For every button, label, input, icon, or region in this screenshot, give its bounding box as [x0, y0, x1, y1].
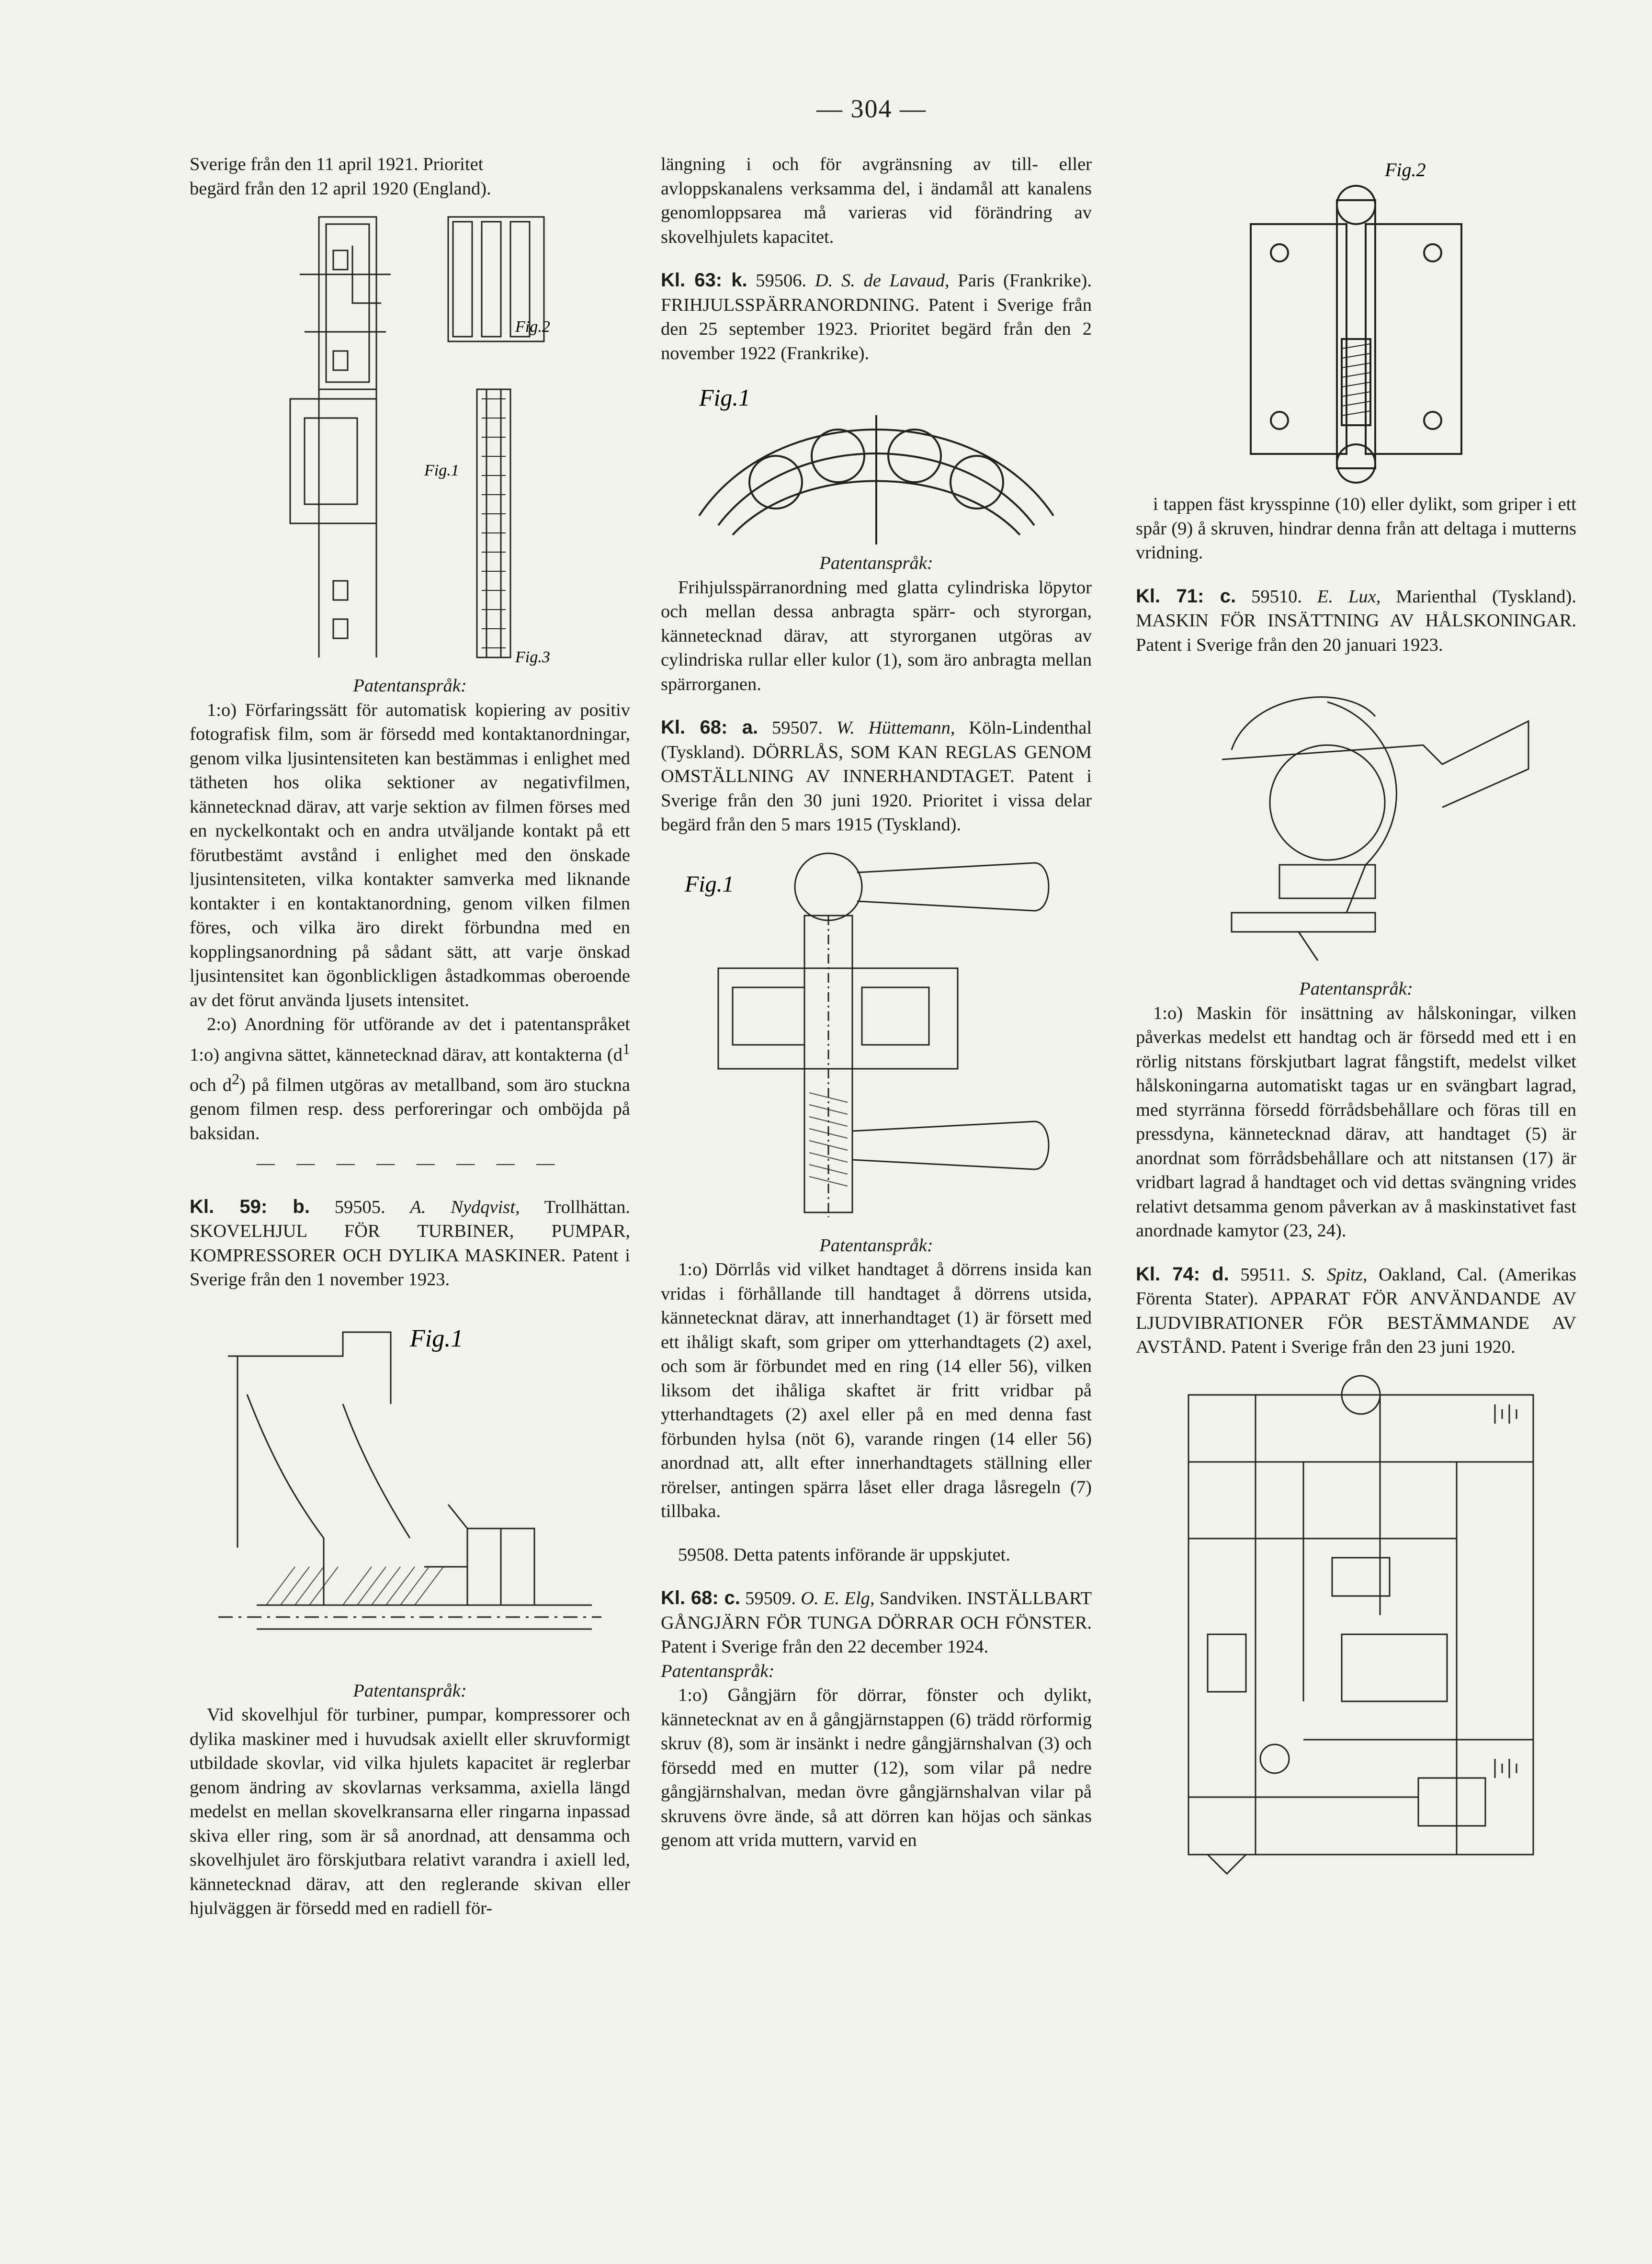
patent-number: 59506. [747, 271, 815, 291]
fig-label: Fig.3 [515, 648, 550, 666]
patent-number: 59510. [1236, 586, 1317, 607]
figure-turbine-wheel [190, 1299, 630, 1672]
claims-heading: Patentanspråk: [353, 1680, 467, 1701]
film-contacts-drawing [242, 207, 577, 667]
figure-hinge [1136, 152, 1576, 487]
fig-label: Fig.1 [699, 384, 750, 411]
inventor-name: W. Hüttemann, [836, 718, 955, 738]
fig-label: Fig.1 [410, 1324, 464, 1352]
patent-details: Köln-Lindenthal (Tyskland). DÖRRLÅS, SOM KAN REGLAS GENOM OMSTÄLLNING AV INNERHANDTAGET. Patent i Sverige från den 30 juni 1920. Prioritet i vissa delar begärd från den 5 mars 1915 (Tyskland). [661, 718, 1092, 835]
patent-entry-59508: 59508. Detta patents införande är uppskjutet. [678, 1544, 1010, 1565]
intro-line: Sverige från den 11 april 1921. Prioritet [190, 154, 484, 174]
claim-text: längning i och för avgränsning av till- eller avloppskanalens verksamma del, i ändamål att kanalens genomloppsarea må varieras vid förändring av skovelhjulets kapacitet. [661, 154, 1092, 247]
claims-heading: Patentanspråk: [819, 1235, 933, 1256]
claim-text: 1:o) Gångjärn för dörrar, fönster och dylikt, kännetecknat av en å gångjärnstappen (6) trädd rörformig skruv (8), som är insänkt i nedre gångjärnshalvan (3) och försedd med en mutter (12), som vilar på nedre gångjärnshalvan, medan övre gångjärnshalvan vilar på skruvens övre ände, så att dörren kan höjas och sänkas genom att vrida muttern, varvid en [661, 1685, 1092, 1850]
figure-circuit-diagram [1136, 1366, 1576, 1893]
patent-number: 59505. [309, 1197, 410, 1217]
patent-class: Kl. 74: d. [1136, 1263, 1229, 1285]
intro-line: begärd från den 12 april 1920 (England). [190, 178, 491, 199]
patent-entry-59506 [661, 268, 1092, 365]
page-number: — 304 — [816, 94, 927, 123]
freewheel-drawing [680, 372, 1073, 544]
claims-heading: Patentanspråk: [819, 553, 933, 573]
separator: — — — — — — — — [256, 1153, 564, 1174]
claim-text: 1:o) Förfaringssätt för automatisk kopiering av positiv fotografisk film, som är försedd med kontaktanordningar, genom vilka ljusintensiteten kan bestämmas i enlighet med tätheten hos olika sektioner av negativfilmen, kännetecknad därav, att varje sektion av filmen förses med en nyckelkontakt och en andra utväljande kontakt på ett förutbestämt avstånd i enlighet med den önskade ljusintensiteten, vilka kontakter samverka med liknande kontakter i en kontaktanordning, genom vilken filmen föres, och vilka äro direkt förbundna med en kopplingsanordning på sådant sätt, att varje önskad ljusintensitet kan ögonblickligen åstadkommas oberoende av det förut använda ljusets intensitet. [190, 700, 630, 1010]
inventor-name: E. Lux, [1317, 586, 1381, 607]
patent-class: Kl. 59: b. [190, 1196, 310, 1217]
patent-details: Marienthal (Tyskland). MASKIN FÖR INSÄTTNING AV HÅLSKONINGAR. Patent i Sverige från den 20 januari 1923. [1136, 586, 1576, 655]
claim-text-part: 2:o) Anordning för utförande av det i patentanspråket 1:o) angivna sättet, kännetecknad därav, att kontakterna (d [190, 1014, 630, 1065]
column-right [1136, 152, 1576, 1898]
figure-freewheel [661, 372, 1092, 544]
patent-entry-59507 [661, 715, 1092, 837]
circuit-diagram-drawing [1160, 1366, 1552, 1893]
hinge-drawing [1203, 152, 1509, 487]
claims-heading: Patentanspråk: [1299, 979, 1413, 999]
claims-heading: Patentanspråk: [661, 1661, 775, 1681]
inventor-name: S. Spitz, [1301, 1264, 1368, 1285]
claim-text: 1:o) Maskin för insättning av hålskoningar, vilken påverkas medelst ett handtag och är försedd med ett i en rörlig nitstans förskjutbart lagrat fångstift, medelst vilket hålskoningarna automatiskt tagas ur en svängbart lagrad, med styrränna försedd förrådsbehållare och föras till en pressdyna, kännetecknad därav, att handtaget (5) är anordnat som förrådsbehållare och att nitstansen (17) är vridbart lagrad å handtaget och vid dettas svängning vrides relativt detsamma genom påverkan av å maskinstativet fast anordnade kamytor (23, 24). [1136, 1003, 1576, 1241]
door-lock-drawing [670, 844, 1082, 1227]
superscript: 1 [622, 1040, 630, 1057]
turbine-wheel-drawing [199, 1299, 621, 1672]
superscript: 2 [231, 1070, 240, 1087]
claim-text [190, 1012, 630, 1145]
fig-label: Fig.2 [1385, 159, 1426, 181]
claim-text-part: och d [190, 1075, 232, 1095]
inventor-name: O. E. Elg, [801, 1588, 875, 1608]
figure-eyelet-machine [1136, 664, 1576, 970]
claim-text: Frihjulsspärranordning med glatta cylindriska löpytor och mellan dessa anbragta spärr- och styrorgan, kännetecknad därav, att styrorganen utgöras av cylindriska rullar eller kulor (1), som äro anbragta mellan spärrorganen. [661, 577, 1092, 694]
patent-number: 59509. [740, 1588, 801, 1608]
column-left [190, 152, 630, 1921]
fig-label: Fig.1 [685, 871, 734, 897]
patent-entry-59505 [190, 1195, 630, 1292]
claim-text: 1:o) Dörrlås vid vilket handtaget å dörrens insida kan vridas i förhållande till handtaget å dörrens utsida, kännetecknat därav, att innerhandtaget (1) är försett med ett ihåligt skaft, som griper om ytterhandtagets (2) axel, och som är förbundet med en ring (14 eller 56), vilken liksom det ihåliga skaftet är fritt vridbar på ytterhandtagets (2) axel eller på en med denna fast förbunden hylsa (nöt 6), varande ringen (14 eller 56) anordnad att, allt efter innerhandtagets ställning eller rörelser, antingen spärra låset eller draga låsregeln (7) tillbaka. [661, 1259, 1092, 1521]
inventor-name: D. S. de Lavaud, [815, 271, 950, 291]
patent-details: Trollhättan. SKOVELHJUL FÖR TURBINER, PUMPAR, KOMPRESSORER OCH DYLIKA MASKINER. Patent i Sverige från den 1 november 1923. [190, 1197, 631, 1290]
column-middle [661, 152, 1092, 1853]
inventor-name: A. Nydqvist, [410, 1197, 520, 1217]
eyelet-machine-drawing [1174, 664, 1538, 970]
patent-class: Kl. 68: c. [661, 1587, 740, 1608]
patent-class: Kl. 68: a. [661, 717, 758, 738]
figure-film-contacts [190, 207, 630, 667]
fig-label: Fig.1 [424, 462, 459, 479]
fig-label: Fig.2 [515, 318, 550, 336]
patent-class: Kl. 63: k. [661, 270, 747, 291]
claims-heading: Patentanspråk: [353, 676, 467, 696]
patent-details: Paris (Frankrike). FRIHJULSSPÄRRANORDNING. Patent i Sverige från den 25 september 1923. Prioritet begärd från den 2 november 1922 (Frankrike). [661, 271, 1092, 363]
patent-entry-59509 [661, 1586, 1092, 1659]
patent-class: Kl. 71: c. [1136, 585, 1236, 607]
claim-text: i tappen fäst krysspinne (10) eller dylikt, som griper i ett spår (9) å skruven, hindrar denna från att deltaga i mutterns vridning. [1136, 494, 1576, 563]
patent-details: Sandviken. INSTÄLLBART GÅNGJÄRN FÖR TUNGA DÖRRAR OCH FÖNSTER. Patent i Sverige från den 22 december 1924. [661, 1588, 1092, 1657]
patent-number: 59511. [1229, 1264, 1302, 1285]
claim-text-part: ) på filmen utgöras av metallband, som äro stuckna genom filmen resp. dess perforeringar och omböjda på baksidan. [190, 1075, 630, 1143]
patent-details: Oakland, Cal. (Amerikas Förenta Stater). APPARAT FÖR ANVÄNDANDE AV LJUDVIBRATIONER FÖR BESTÄMMANDE AV AVSTÅND. Patent i Sverige från den 23 juni 1920. [1136, 1264, 1576, 1357]
patent-number: 59507. [758, 718, 837, 738]
figure-door-lock [661, 844, 1092, 1227]
patent-entry-59510 [1136, 584, 1576, 657]
claim-text: Vid skovelhjul för turbiner, pumpar, kompressorer och dylika maskiner med i huvudsak axiellt eller skruvformigt utbildade skovlar, vid vilka hjulets kapacitet är reglerbar genom ändring av skovlarnas verksamma, axiella längd medelst en mellan skovelkransarna eller ringarna inpassad skiva eller ring, som är så anordnad, att densamma och skovelhjulet äro förskjutbara relativt varandra i axiell led, kännetecknad därav, att den reglerande skivan eller hjulväggen är försedd med en radiell för- [190, 1705, 630, 1919]
patent-entry-59511 [1136, 1262, 1576, 1359]
